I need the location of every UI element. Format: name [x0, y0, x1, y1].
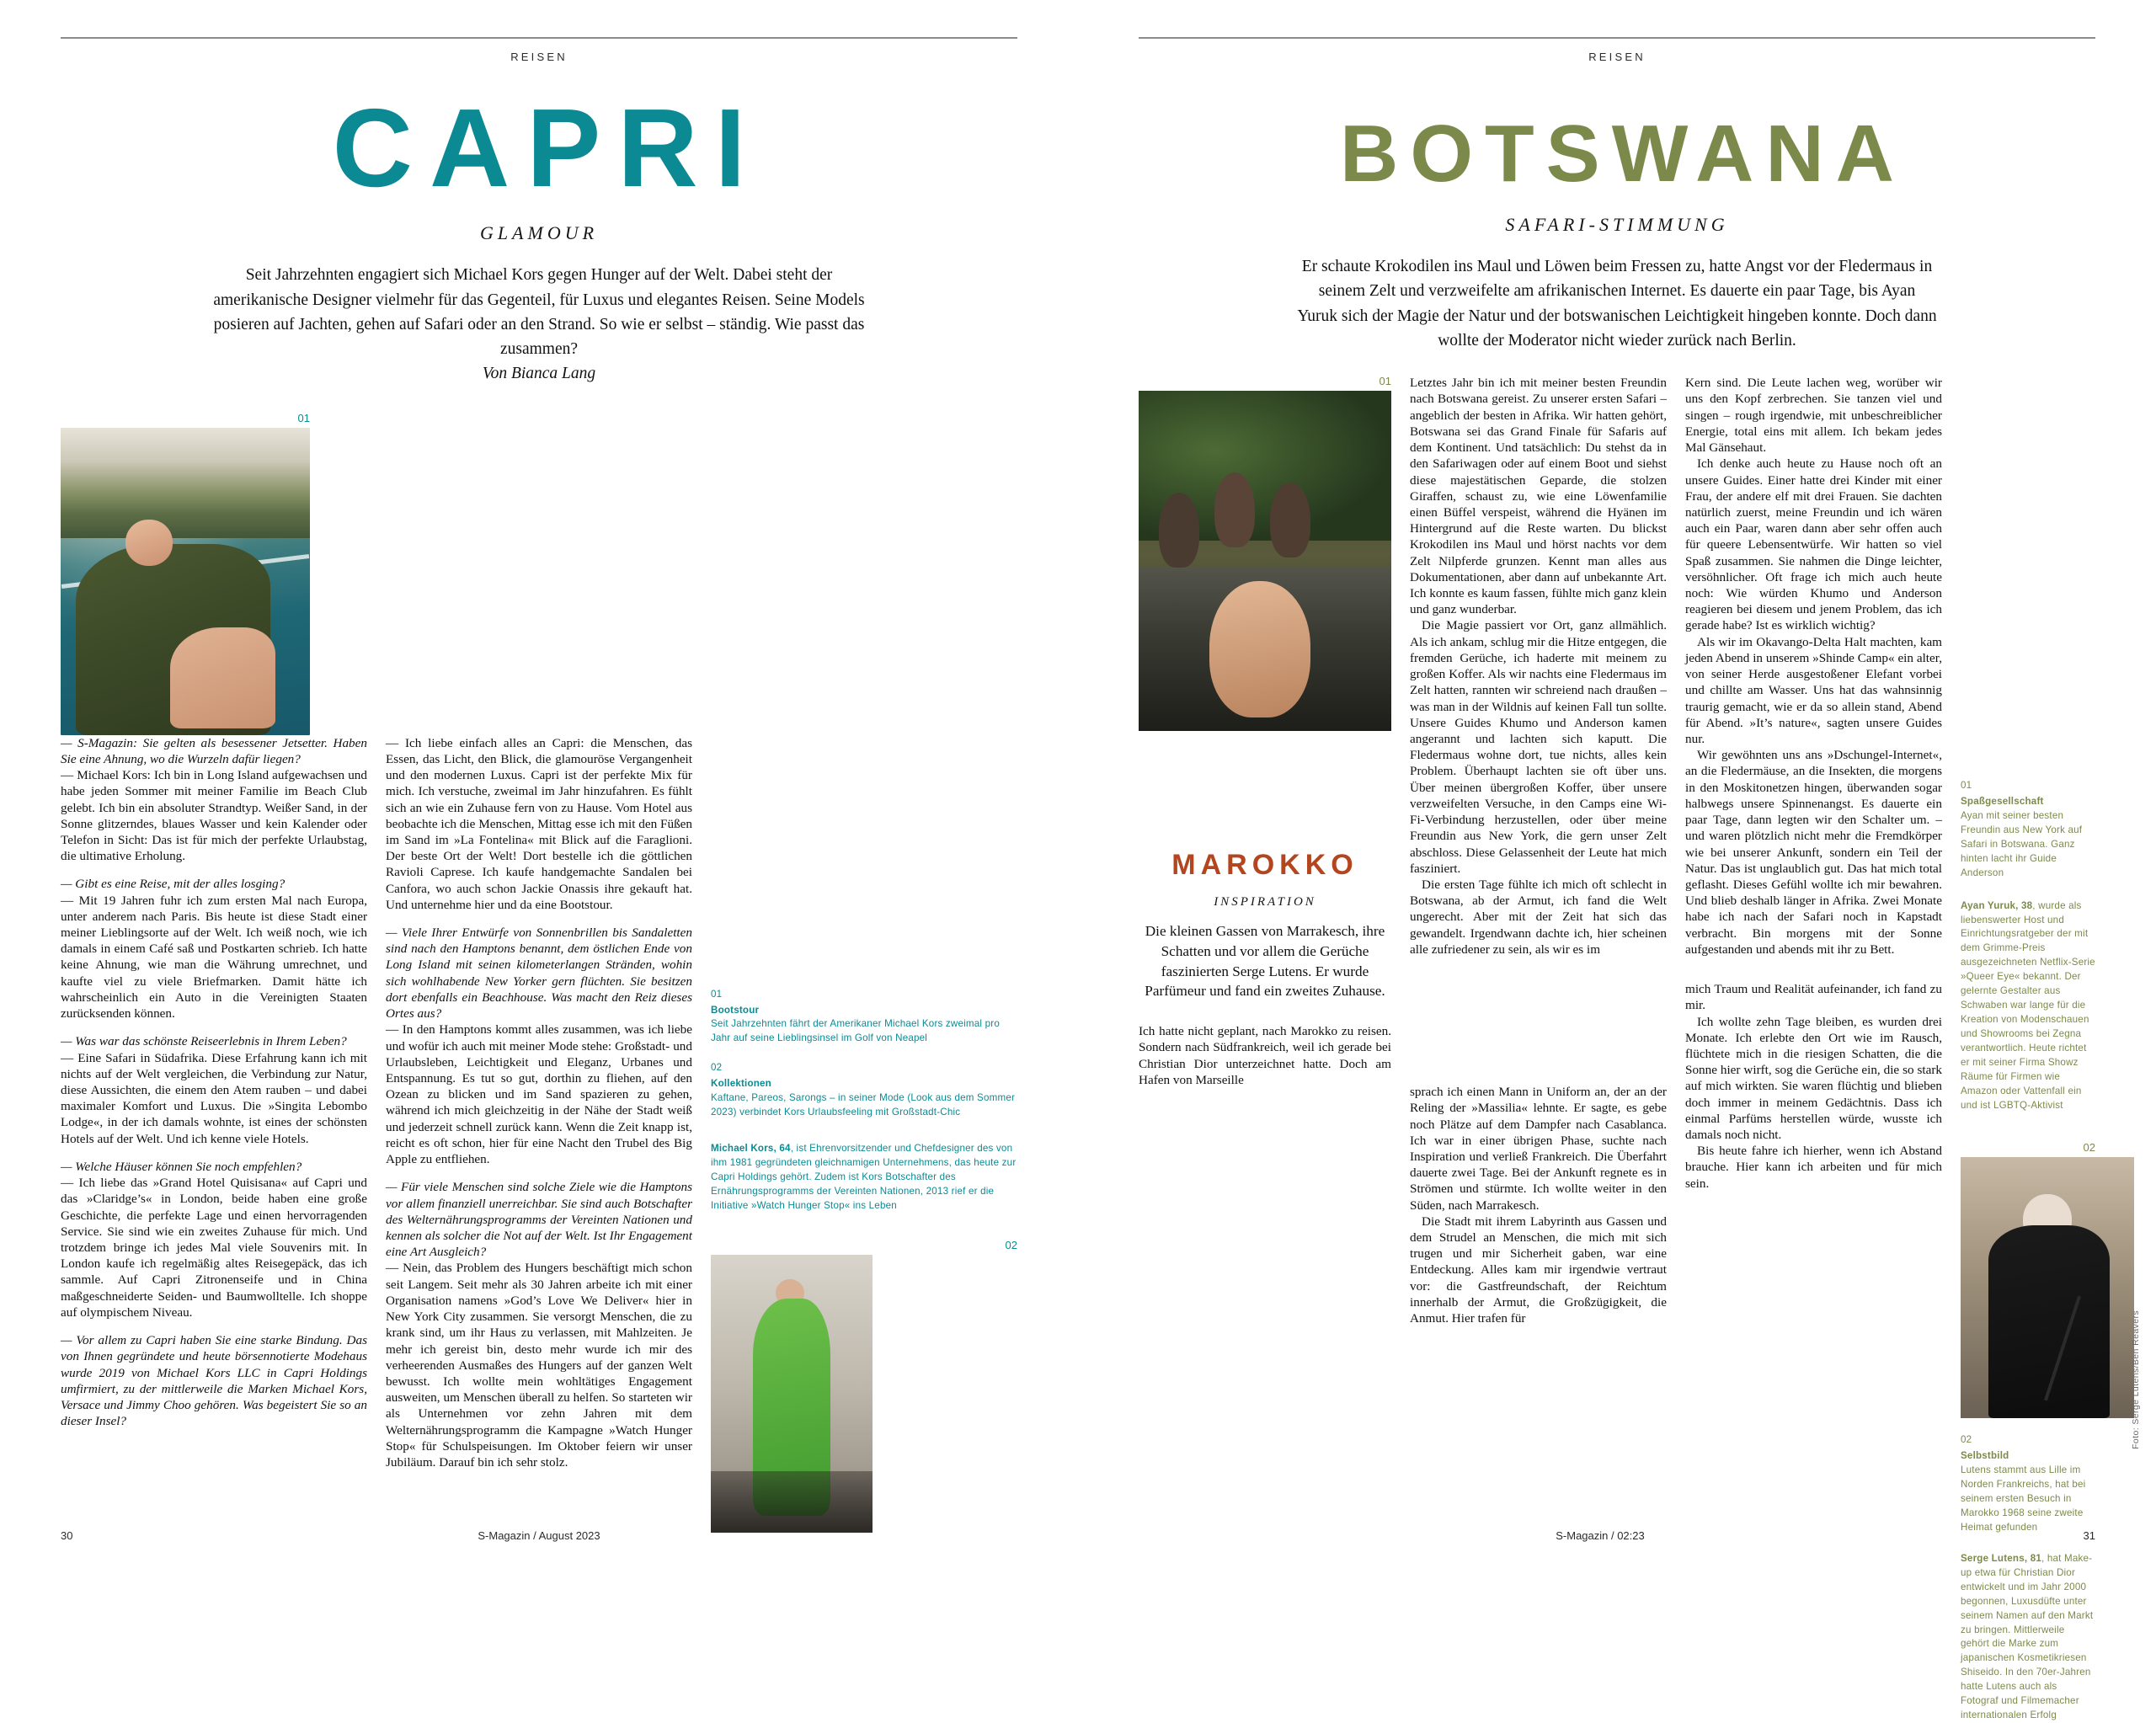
paragraph-q: — Viele Ihrer Entwürfe von Sonnenbrillen bis Sandaletten sind nach den Hamptons benannt, dem östlichen Ende von Long Island mit seinen kilometerlangen Stränden, wohin sich wohlhabende New Yorker gern flüchten. Sie besitzen dort ebenfalls ein Beachhouse. Was macht den Reiz dieses Ortes aus? — [386, 926, 692, 1022]
image-number-02-right: 02 — [2083, 1141, 2095, 1155]
caption-number: 01 — [1961, 780, 1972, 792]
photo-leg-layer — [170, 627, 275, 728]
paragraph-q: — Welche Häuser können Sie noch empfehlen? — [61, 1159, 302, 1174]
right-column-sidebar — [1961, 375, 2095, 1723]
caption-title: Selbstbild — [1961, 1450, 2009, 1462]
page-title-capri: CAPRI — [332, 86, 763, 210]
caption-01-spassgesellschaft — [1961, 779, 2095, 880]
bio-text: , hat Make-up etwa für Christian Dior entwickelt und im Jahr 2000 begonnen, Luxusdüfte unter seinem Namen auf den Markt zu bringen. Mittlerweile gehört die Marke zum japanischen Kosmetikriesen Shiseido. In den 70er-Jahren hatte Lutens auch als Fotograf und Filmemacher internationalen Erfolg — [1961, 1552, 2094, 1721]
paragraph: Letztes Jahr bin ich mit meiner besten Freundin nach Botswana gereist. Zu unserer ersten Safari – angeblich der besten in Afrika. Wir hatten gehört, Botswana sei das Grand Finale für Safaris auf dem Kontinent. Und tatsächlich: Du stehst da in den Safariwagen oder auf einem Boot und siehst diese majestätischen Geparde, die stolzen Giraffen, schaust zu, wie eine Löwenfamilie einen Büffel verspeist, während die Hyänen im Hintergrund auf die Reste warten. Du blickst Krokodilen ins Maul und hörst nachts vor dem Zelt Nilpferde grunzen. Kennt man alles aus Dokumentationen, aber dann auf unbekannte Art. Ich konnte es kaum fassen, fühlte mich ganz klein und ganz wunderbar. — [1410, 376, 1667, 617]
right-columns — [1139, 375, 2095, 1723]
paragraph: — Eine Safari in Südafrika. Diese Erfahrung kann ich mit nichts auf der Welt vergleichen, die Verbindung zur Natur, diese Aussichten, die einem den Atem rauben – und dabei maximaler Komfort und Luxus. Die »Singita Lebombo Lodge«, in der ich damals wohnte, ist eines der schönsten Hotels auf der Welt. Und ich kenne viele Hotels. — [61, 1050, 367, 1146]
paragraph: Die ersten Tage fühlte ich mich oft schlecht in Botswana, ab der Armut, ich fand die Welt ungerecht. Aber mit der Zeit hat sich das gewandelt. Irgendwann dachte ich, hier scheinen alle zufriedener zu sein, als wir es im — [1410, 877, 1667, 957]
bio-serge-lutens — [1961, 1552, 2095, 1723]
photo-safari-group — [1139, 391, 1391, 731]
paragraph: Ich hatte nicht geplant, nach Marokko zu reisen. Sondern nach Südfrankreich, weil ich gerade bei Christian Dior unterzeichnet hatte. Doch am Hafen von Marseille — [1139, 1024, 1391, 1087]
bio-michael-kors — [711, 1142, 1017, 1214]
left-column-2 — [386, 735, 692, 1533]
left-column-3-sidebar — [711, 735, 1017, 1533]
photo-michael-kors-boat — [61, 428, 310, 735]
issue-line-right: S-Magazin / 02:23 — [1556, 1529, 1645, 1542]
footer-right — [1139, 1529, 2095, 1542]
bio-name: Ayan Yuruk, 38 — [1961, 899, 2033, 911]
page-title-botswana: BOTSWANA — [1340, 109, 1906, 199]
caption-title: Bootstour — [711, 1004, 760, 1016]
header-rule — [61, 37, 1017, 39]
paragraph: Wir gewöhnten uns ans »Dschungel-Internet«, an die Fledermäuse, an die Insekten, die morgens in den Moskitonetzen hingen, überwanden sogar halbwegs unsere Spinnenangst. Es dauerte ein paar Tage, dann legten wir den Schalter um. – und waren plötzlich nicht mehr die Fremdkörper wie bei unserer Ankunft, sondern ein Teil der Natur. Das ist unglaublich gut. Das hat mich total geflasht. Dieses Gefühl wollte ich mir bewahren. Und blieb deshalb länger in Afrika. Zwei Monate habe ich nach der Safari noch in Kapstadt verbracht. Bin morgens mit der Sonne aufgestanden und abends mit ihr zu Bett. — [1685, 748, 1942, 957]
caption-text: Seit Jahrzehnten fährt der Amerikaner Michael Kors zweimal pro Jahr auf seine Lieblingsinsel im Golf von Neapel — [711, 1018, 1000, 1044]
header-rule-right — [1139, 37, 2095, 39]
photo-cliff-layer — [61, 428, 310, 538]
photo-person-3 — [1270, 483, 1310, 557]
photo-person-2 — [1214, 472, 1255, 547]
right-column-1 — [1410, 375, 1667, 1723]
caption-title: Kollektionen — [711, 1078, 771, 1090]
right-column-photo — [1139, 375, 1391, 1723]
paragraph: Die Magie passiert vor Ort, ganz allmählich. Als ich ankam, schlug mir die Hitze entgegen, die fremden Gerüche, ich haderte mit meinem zu großen Koffer. Als wir nachts eine Fledermaus im Zelt hatten, rannten wir schreiend nach draußen – was man in der Wildnis auf keinen Fall tun sollte. Unsere Guides Khumo und Anderson kamen angerannt und lachten sich kaputt. Die Fledermaus wohne dort, tue nichts, alles kein Problem. Überhaupt lachten sie oft über uns. Über meinen übergroßen Koffer, über unsere verzweifelten Versuche, in den Camps eine Wi-Fi-Verbindung herzustellen, oder über meine Freundin aus New York, die gern unser Zelt abschloss. Diese Gelassenheit der Leute hat mich fasziniert. — [1410, 618, 1667, 876]
standfirst-text: Seit Jahrzehnten engagiert sich Michael Kors gegen Hunger auf der Welt. Dabei steht der amerikanische Designer vielmehr für das Gegenteil, für Luxus und elegantes Reisen. Seine Models posieren auf Jachten, gehen auf Safari oder an den Strand. So wie er selbst – ständig. Wie passt das zusammen? — [213, 266, 865, 359]
byline-left: Von Bianca Lang — [482, 365, 596, 383]
page-left — [0, 0, 1078, 1576]
marokko-lead: Die kleinen Gassen von Marrakesch, ihre Schatten und vor allem die Gerüche faszinierten Serge Lutens. Er wurde Parfümeur und fand ein zweites Zuhause. — [1145, 923, 1385, 1000]
bio-name: Serge Lutens, 81 — [1961, 1552, 2041, 1564]
caption-text: Ayan mit seiner besten Freundin aus New York auf Safari in Botswana. Ganz hinten lacht ihr Guide Anderson — [1961, 810, 2083, 878]
paragraph-q: — Für viele Menschen sind solche Ziele wie die Hamptons vor allem finanziell unerreichbar. Sie sind auch Botschafter des Welternährungsprogramms der Vereinten Nationen und kennen als solcher die Not auf der Welt. Ist Ihr Engagement eine Art Ausgleich? — [386, 1180, 692, 1260]
caption-02-selbstbild — [1961, 1433, 2095, 1534]
caption-number: 02 — [711, 1062, 723, 1074]
photo-serge-lutens — [1961, 1157, 2134, 1418]
paragraph: mich Traum und Realität aufeinander, ich fand zu mir. — [1685, 982, 1942, 1013]
paragraph: Bis heute fahre ich hierher, wenn ich Abstand brauche. Hier kann ich arbeiten und für mich sein. — [1685, 1144, 1942, 1191]
standfirst-left — [202, 263, 876, 386]
paragraph: Ich wollte zehn Tage bleiben, es wurden drei Monate. Ich erlebte den Ort wie im Rausch, flüchtete mich in die riesigen Schatten, die die Sonne hier wirft, sog die Gerüche ein, die so stark auf mich wirkten. Sie waren flüchtig und blieben doch immer in meinem Gedächtnis. Dass ich einmal Parfüms herstellen würde, wusste ich damals noch nicht. — [1685, 1014, 1942, 1143]
running-head-left: REISEN — [510, 51, 568, 63]
image-number-02-left: 02 — [1005, 1238, 1017, 1251]
image-number-01-left: 01 — [297, 411, 310, 424]
caption-number: 01 — [711, 988, 723, 1000]
caption-01-bootstour — [711, 988, 1017, 1047]
image-number-01-right: 01 — [1379, 375, 1391, 388]
paragraph: sprach ich einen Mann in Uniform an, der an der Reling der »Massilia« lehnte. Er sagte, es gebe noch Plätze auf dem Dampfer nach Casablanca. Ich war in einer übrigen Phase, suchte nach Inspiration und verließ Frankreich. Die Überfahrt dauerte zwei Tage. Bei der Ankunft regnete es in Strömen und stürmte. Ich wollte weiter in den Süden, nach Marrakesch. — [1410, 1085, 1667, 1213]
photo-selfie-face — [1209, 581, 1310, 717]
paragraph: — Ich liebe einfach alles an Capri: die Menschen, das Essen, das Licht, den Blick, die glamouröse Vergangenheit und den modernen Luxus. Capri ist der perfekte Mix für mich. Ich verstuche, zweimal im Jahr hinzufahren. Es fühlt sich an wie ein Zuhause fern von zu Hause. Vom Hotel aus beobachte ich die Menschen, Mittag esse ich mit den Füßen im Sand im »La Fontelina« mit Blick auf die Faraglioni. Der beste Ort der Welt! Dort bestelle ich die göttlichen Ravioli Caprese. Ich kaufe handgemachte Sandalen bei Canfora, wo auch schon Jackie Onassis ihre gekauft hat. Und unternehme hier und da eine Bootstour. — [386, 735, 692, 912]
bio-name: Michael Kors, 64 — [711, 1143, 791, 1155]
subtitle-inspiration: INSPIRATION — [1214, 895, 1316, 910]
photo-person-1 — [1159, 493, 1199, 568]
caption-title: Spaßgesellschaft — [1961, 796, 2044, 808]
caption-text: Lutens stammt aus Lille im Norden Frankreichs, hat bei seinem ersten Besuch in Marokko 1968 seine zweite Heimat gefunden — [1961, 1464, 2086, 1533]
paragraph: Kern sind. Die Leute lachen weg, worüber wir uns den Kopf zerbrechen. Sie tanzen viel und singen – rough irgendwie, mit unbeschreiblicher Energie, total eins mit allem. Ich bekam jedes Mal Gänsehaut. — [1685, 376, 1942, 456]
subtitle-safari-stimmung: SAFARI-STIMMUNG — [1505, 214, 1729, 236]
page-number-right: 31 — [2083, 1529, 2095, 1542]
col1-paragraphs — [61, 735, 367, 1430]
bio-text: , wurde als liebenswerter Host und Einrichtungsratgeber der mit dem Grimme-Preis ausgezeichneten Netflix-Serie »Queer Eye« bekannt. Der gelernte Gestalter aus Schwaben war lange für die Kreation von Modenschauen und Showrooms bei Zegna verantwortlich. Heute richtet er mit seiner Firma Showz Räume für Firmen wie Amazon oder Vattenfall ein und ist LGBTQ-Aktivist — [1961, 899, 2095, 1111]
paragraph: — In den Hamptons kommt alles zusammen, was ich liebe und wofür ich auch mit meiner Mode stehe: Großstadt- und Urlaubsleben, Leichtigkeit und Eleganz, Urbanes und Entspannung. Es tut so gut, dorthin zu fliehen, auf den Ozean zu blicken und im Sand spazieren zu gehen, während ich mich gleichzeitig in der Nähe der Stadt weiß und jederzeit schnell zurück kann. Wenn die Zeit knapp ist, reicht es oft schon, hier für eine Nacht den Trubel des Big Apple zu entfliehen. — [386, 1022, 692, 1167]
caption-text: Kaftane, Pareos, Sarongs – in seiner Mode (Look aus dem Sommer 2023) verbindet Kors Urlaubsfeeling mit Großstadt-Chic — [711, 1092, 1016, 1118]
page-number-left: 30 — [61, 1529, 73, 1542]
footer-left — [61, 1529, 1017, 1542]
paragraph: Die Stadt mit ihrem Labyrinth aus Gassen und dem Strudel an Menschen, die mich mit sich trugen und mir Sicherheit gaben, war eine Entdeckung. Alles kam mir irgendwie vertraut vor: die Gastfreundschaft, der Reichtum innerhalb der Armut, die Großzügigkeit, die Anmut. Hier trafen für — [1410, 1214, 1667, 1326]
paragraph-q: — S-Magazin: Sie gelten als besessener Jetsetter. Haben Sie eine Ahnung, wo die Wurzeln dafür liegen? — [61, 735, 367, 766]
photo-head-layer — [125, 520, 173, 566]
running-head-right: REISEN — [1588, 51, 1646, 63]
paragraph: — Michael Kors: Ich bin in Long Island aufgewachsen und habe jeden Sommer mit meiner Familie im Beach Club gelebt. Ich bin ein absoluter Strandtyp. Weißer Sand, in der Sonne glitzerndes, blaues Wasser und kein Kalender oder Telefon in Sicht: Das ist für mich der perfekte Urlaubstag, die ultimative Erholung. — [61, 768, 367, 864]
issue-line-left: S-Magazin / August 2023 — [478, 1529, 600, 1542]
paragraph-q: — Was war das schönste Reiseerlebnis in Ihrem Leben? — [61, 1034, 347, 1049]
bio-ayan-yuruk — [1961, 899, 2095, 1113]
left-column-1 — [61, 735, 367, 1533]
caption-02-kollektionen — [711, 1061, 1017, 1120]
bio-text: , ist Ehrenvorsitzender und Chefdesigner des von ihm 1981 gegründeten gleichnamigen Unternehmens, das heute zur Capri Holdings gehört. Zudem ist Kors Botschafter des Ernährungsprogramms der Vereinten Nationen, 2013 rief er die Initiative »Watch Hunger Stop« ins Leben — [711, 1143, 1017, 1211]
paragraph: Als wir im Okavango-Delta Halt machten, kam jeden Abend in unserem »Shinde Camp« ein alter, von seiner Herde ausgestoßener Elefant vorbei und chillte am Wasser. Uns hat das wahnsinnig traurig gemacht, wie er da so allein stand, Abend für Abend. »It’s nature«, sagten unsere Guides nur. — [1685, 634, 1942, 746]
photo-audience — [711, 1471, 873, 1533]
right-column-2 — [1685, 375, 1942, 1723]
photo-credit-right: Foto: Serge Lutens/Ben Reavers — [2131, 1310, 2141, 1449]
paragraph: — Nein, das Problem des Hungers beschäftigt mich schon seit Langem. Seit mehr als 30 Jahren arbeite ich mit einer Organisation namens »God’s Love We Deliver« hier in New York City zusammen. Sie versorgt Menschen, die zu krank sind, um ihr Haus zu verlassen, mit Mahlzeiten. Je mehr ich gereist bin, desto mehr wurde ich mir des verheerenden Ausmaßes des Hungers auf der ganzen Welt bewusst. Ich wollte mein wohltätiges Engagement ausweiten, um Menschen überall zu helfen. So starteten wir als Unternehmen vor zehn Jahren mit dem Welternährungsprogramm die Kampagne »Watch Hunger Stop« für Schulspeisungen. Im Oktober feiern wir unser Jubiläum. Darauf bin ich sehr stolz. — [386, 1261, 692, 1470]
paragraph-q: — Vor allem zu Capri haben Sie eine starke Bindung. Das von Ihnen gegründete und heute börsennotierte Modehaus wurde 2019 von Michael Kors LLC in Capri Holdings umfirmiert, zu der mittlerweile die Marken Michael Kors, Versace und Jimmy Choo gehören. Was begeistert Sie so an dieser Insel? — [61, 1333, 367, 1429]
photo-runway-look — [711, 1255, 873, 1533]
caption-number: 02 — [1961, 1434, 1972, 1446]
standfirst-right: Er schaute Krokodilen ins Maul und Löwen beim Fressen zu, hatte Angst vor der Fledermaus in seinem Zelt und verzweifelte am afrikanischen Internet. Es dauerte ein paar Tage, bis Ayan Yuruk sich der Magie der Natur und der botswanischen Leichtigkeit hingeben konnte. Doch dann wollte der Moderator nicht wieder zurück nach Berlin. — [1297, 258, 1937, 349]
paragraph: Ich denke auch heute zu Hause noch oft an unsere Guides. Einer hatte drei Kinder mit einer Frau, der andere elf mit drei Frauen. Sie dachten natürlich zuerst, meine Freundin und ich wären auch ein Paar, waren dann aber sehr offen auch für queere Lebensentwürfe. Wir hatten so viel Spaß zusammen. Sie nahmen die Dinge leichter, versöhnlicher. Oft frage ich mich auch heute noch: Wie würden Khumo und Anderson reagieren bei diesem und jenem Problem, das ich gerade habe? Ist es wirklich wichtig? — [1685, 456, 1942, 633]
section-title-marokko: MAROKKO — [1171, 849, 1358, 882]
paragraph: — Mit 19 Jahren fuhr ich zum ersten Mal nach Europa, unter anderem nach Paris. Bis heute ist diese Stadt einer meiner Lieblingsorte auf der Welt. Ich weiß noch, wie ich damals in einem Café saß und Postkarten schrieb. Ich hatte keine Ahnung, wie man die Währung umrechnet, und kaufte viel zu viele Briefmarken. Damit hätte ich wahrscheinlich ein Auto in die Vereinigten Staaten zurücksenden können. — [61, 893, 367, 1022]
paragraph: — Ich liebe das »Grand Hotel Quisisana« auf Capri und das »Claridge’s« in London, beide haben eine große Geschichte, die perfekte Lage und einen hervorragenden Service. Sie sind wie ein zweites Zuhause für mich. Und trotzdem bringe ich jedes Mal viele Souvenirs mit. In London kaufe ich regelmäßig altes Reisegepäck, das ich sammle. Auf Capri Zitronenseife und in China maßgeschneiderte Seiden- und Baumwolltelle. Ich shoppe auf olympischem Niveau. — [61, 1176, 367, 1320]
subtitle-glamour: GLAMOUR — [479, 222, 599, 244]
paragraph-q: — Gibt es eine Reise, mit der alles losging? — [61, 877, 286, 892]
page-right — [1078, 0, 2156, 1721]
